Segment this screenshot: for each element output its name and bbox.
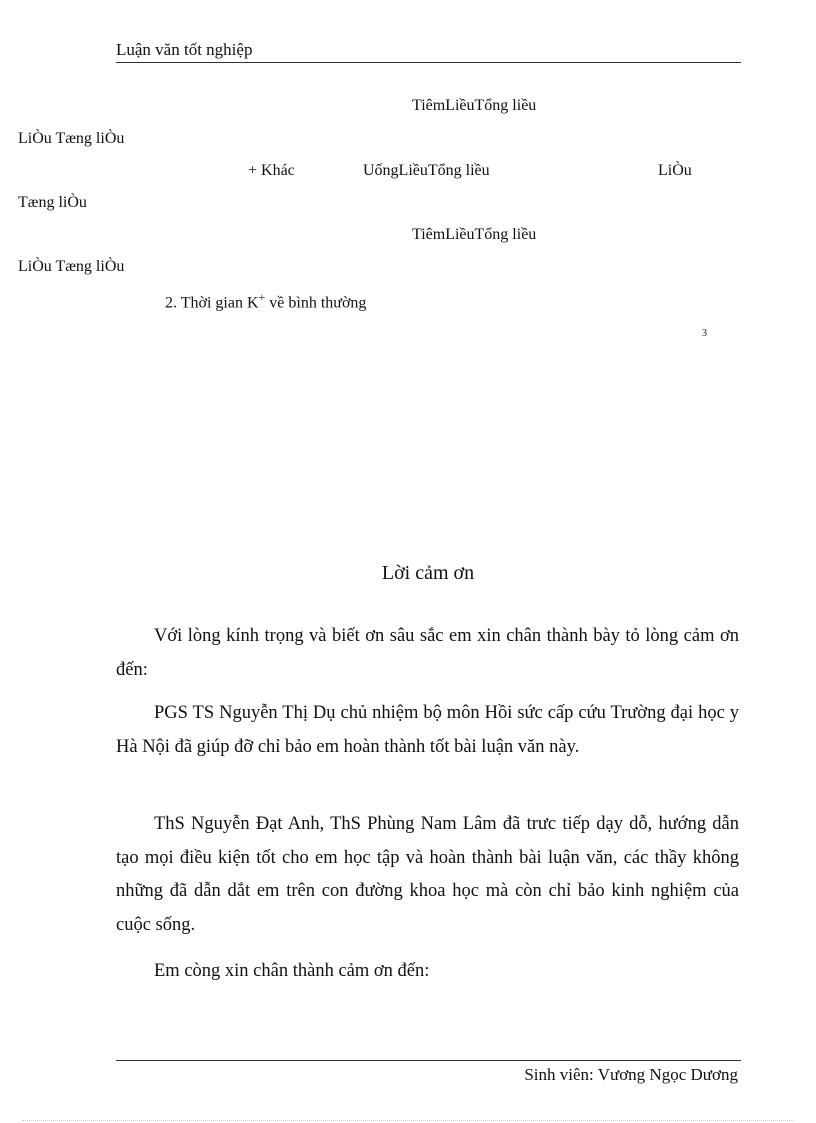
acknowledgment-title: Lời cảm ơn (381, 562, 475, 584)
page-edge (22, 1120, 794, 1121)
fragment-other: + Khác (248, 162, 295, 179)
fragment-injection-dose: TiêmLiềuTổng liều (412, 97, 537, 114)
fragment-injection-dose-2: TiêmLiềuTổng liều (412, 226, 537, 243)
fragment-oral-dose: UốngLiềuTổng liều (363, 162, 490, 179)
header-title: Luận văn tốt nghiệp (116, 40, 253, 59)
acknowledgment-paragraph: ThS Nguyễn Đạt Anh, ThS Phùng Nam Lâm đã trưc tiếp dạy dỗ, hướng dẫn tạo mọi điều kiện tốt cho em học tập và hoàn thành bài luận văn, các thầy không những đã dẫn dắt em trên con đường khoa học mà còn chỉ bảo kinh nghiệm của cuộc sống. (116, 814, 739, 935)
fragment-total-dose: Tæng liÒu (18, 194, 87, 211)
fragment-dose: LiÒu (658, 162, 692, 179)
acknowledgment-paragraph: Em còng xin chân thành cảm ơn đến: (154, 961, 430, 981)
list-item-2-prefix: 2. Thời gian K (165, 294, 259, 312)
acknowledgment-paragraph: PGS TS Nguyễn Thị Dụ chủ nhiệm bộ môn Hồi sức cấp cứu Trường đại học y Hà Nội đã giúp đỡ chỉ bảo em hoàn thành tốt bài luận văn này. (116, 703, 739, 757)
fragment-dose-total-2: LiÒu Tæng liÒu (18, 258, 125, 275)
fragment-dose-total-1: LiÒu Tæng liÒu (18, 130, 125, 147)
list-item-2 (165, 290, 366, 312)
header-divider (116, 62, 741, 63)
list-item-2-suffix: về bình thường (265, 294, 367, 312)
acknowledgment-paragraph: Với lòng kính trọng và biết ơn sâu sắc em xin chân thành bày tỏ lòng cảm ơn đến: (116, 626, 739, 680)
page-number: 3 (702, 328, 707, 339)
potassium-superscript: + (258, 290, 266, 304)
footer-divider (116, 1060, 741, 1061)
footer-student-name: Sinh viên: Vương Ngọc Dương (524, 1065, 738, 1084)
